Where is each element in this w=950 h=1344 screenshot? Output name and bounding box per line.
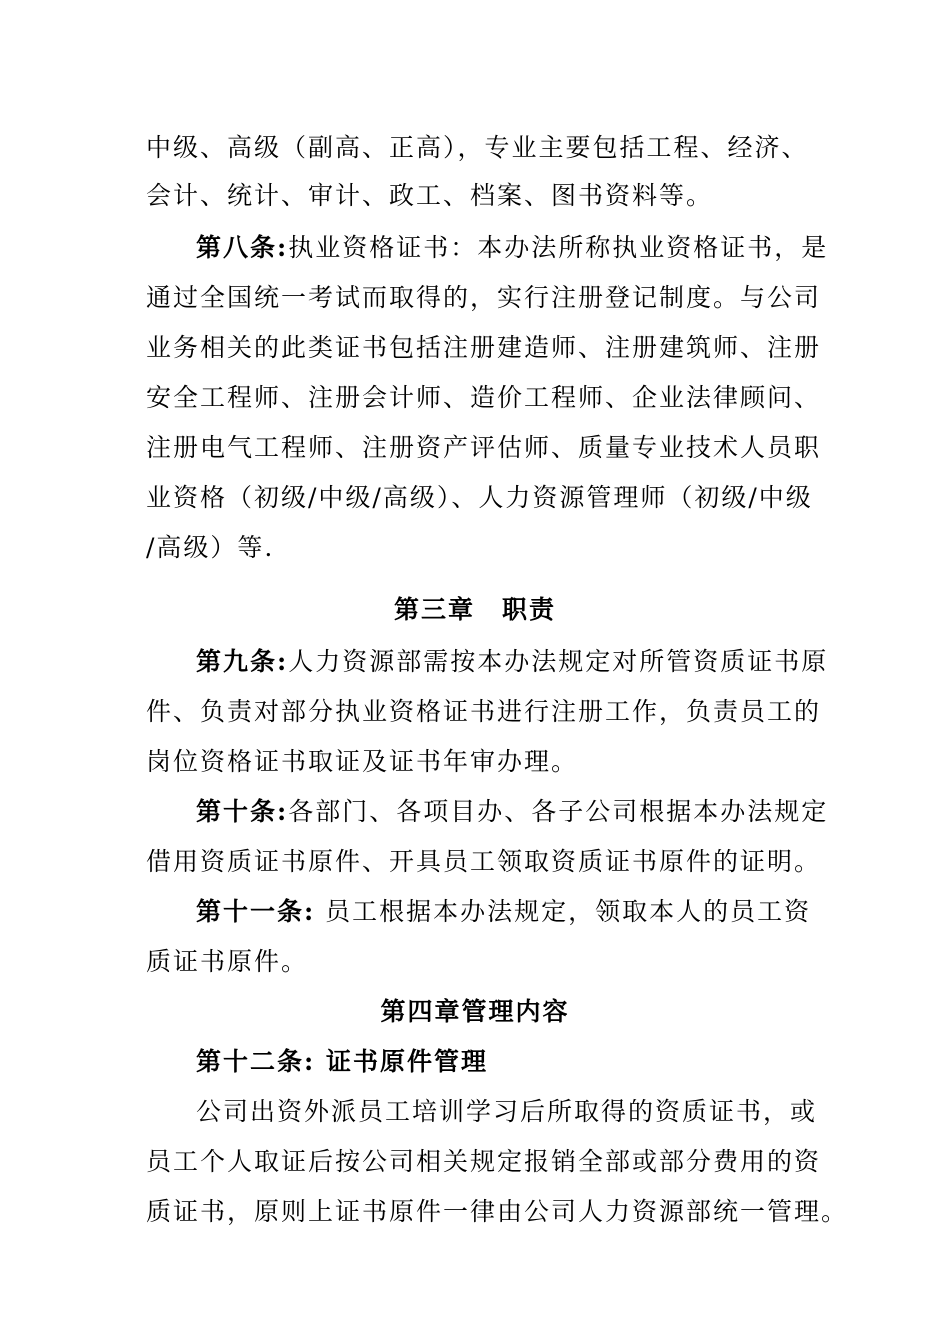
body-line: 业务相关的此类证书包括注册建造师、注册建筑师、注册 [146,333,822,362]
article-text: 人力资源部需按本办法规定对所管资质证书原 [288,647,829,676]
body-line: 岗位资格证书取证及证书年审办理。 [146,747,579,776]
body-line: 件、负责对部分执业资格证书进行注册工作，负责员工的 [146,697,822,726]
article-10-first-line [196,792,829,832]
article-title: 证书原件管理 [315,1047,488,1076]
body-line: 中级、高级（副高、正高），专业主要包括工程、经济、 [146,133,809,162]
body-line: 注册电气工程师、注册资产评估师、质量专业技术人员职 [146,433,822,462]
article-label: 第九条: [196,647,289,676]
body-line: 质证书，原则上证书原件一律由公司人力资源部统一管理。 [146,1197,849,1226]
article-8-first-line [196,228,829,268]
body-line: /高级）等. [146,533,275,562]
body-line: 会计、统计、审计、政工、档案、图书资料等。 [146,181,714,210]
body-line: 员工个人取证后按公司相关规定报销全部或部分费用的资 [146,1147,822,1176]
article-9-first-line [196,642,829,682]
chapter-heading: 第三章 职责 [393,595,556,624]
body-line: 通过全国统一考试而取得的，实行注册登记制度。与公司 [146,283,822,312]
paragraph-first-line: 公司出资外派员工培训学习后所取得的资质证书，或 [196,1097,818,1126]
body-line: 业资格（初级/中级/高级）、人力资源管理师（初级/中级 [146,483,813,512]
article-text: 员工根据本办法规定，领取本人的员工资 [315,897,812,926]
body-line: 质证书原件。 [146,947,309,976]
article-label: 第八条: [196,233,289,262]
article-label: 第十条: [196,797,289,826]
article-text: 执业资格证书：本办法所称执业资格证书，是 [288,233,829,262]
chapter-heading: 第四章管理内容 [380,997,570,1026]
body-line: 安全工程师、注册会计师、造价工程师、企业法律顾问、 [146,383,822,412]
article-text: 各部门、各项目办、各子公司根据本办法规定 [288,797,829,826]
article-label: 第十一条: [196,897,316,926]
article-12-heading [196,1042,806,1082]
article-11-first-line [196,892,812,932]
article-label: 第十二条: [196,1047,316,1076]
body-line: 借用资质证书原件、开具员工领取资质证书原件的证明。 [146,847,822,876]
